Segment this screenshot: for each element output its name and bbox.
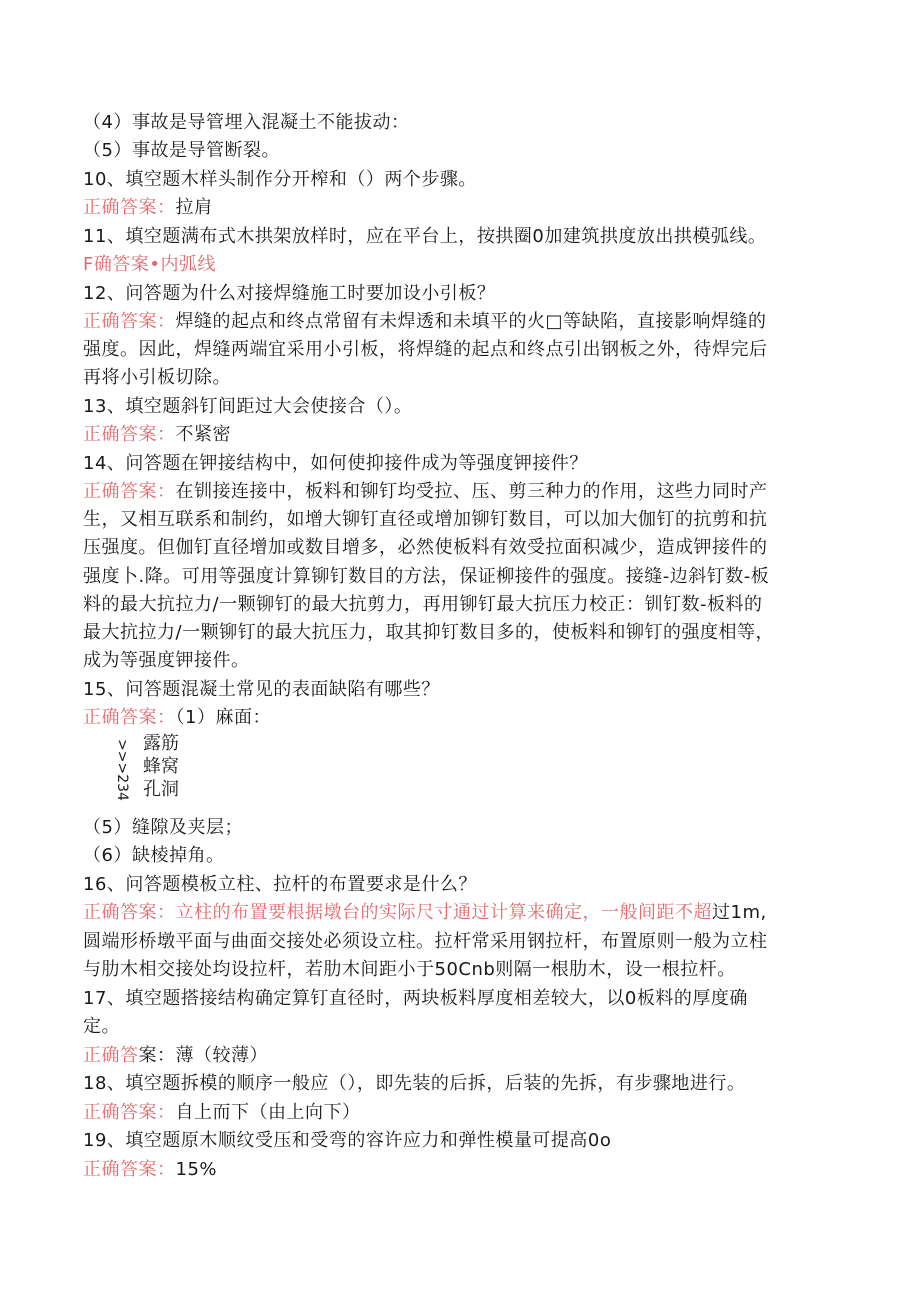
text-segment: 18、填空题拆模的顺序一般应（），即先装的后拆，后装的先拆，有步骤地进行。 [83, 1073, 746, 1094]
rotated-markers: >>>234 [114, 739, 130, 801]
text-line [83, 1129, 611, 1153]
text-line [83, 508, 768, 532]
answer-label: F确答案•内弧线 [83, 254, 216, 275]
text-segment: 自上而下（由上向下） [175, 1102, 361, 1123]
text-segment: 最大抗拉力/一颗铆钉的最大抗压力，取其抑钉数目多的，使板料和铆钉的强度相等， [83, 622, 775, 643]
text-line [83, 1072, 745, 1096]
answer-label: 正确答案：立柱的布置要根据墩台的实际尺寸通过计算来确定，一般间距不超 [83, 902, 712, 923]
defect-item: 露筋 [143, 733, 179, 754]
text-segment: 15% [175, 1159, 218, 1180]
text-line [83, 1158, 217, 1182]
text-line [83, 649, 250, 673]
text-segment: 过1m, [712, 902, 767, 923]
text-segment: 再将小引板切除。 [83, 367, 231, 388]
text-segment: 圆端形桥墩平面与曲面交接处必须设立柱。拉杆常采用钢拉杆，布置原则一般为立柱 [83, 931, 768, 952]
text-line [83, 621, 774, 645]
text-segment: 16、问答题模板立柱、拉杆的布置要求是什么？ [83, 874, 477, 895]
answer-label: 正确答案： [83, 311, 176, 332]
text-line [83, 1015, 120, 1039]
text-segment: 案：薄（较薄） [138, 1045, 268, 1066]
text-line [83, 593, 763, 617]
text-segment: 在钏接连接中，板料和铆钉均受拉、压、剪三种力的作用，这些力同时产 [175, 481, 768, 502]
text-line [83, 958, 736, 982]
text-line [83, 196, 213, 220]
text-line [83, 678, 440, 702]
answer-label: 正确答 [83, 1045, 139, 1066]
text-segment: 生，又相互联系和制约，如增大铆钉直径或增加铆钉数目，可以加大伽钉的抗剪和抗 [83, 509, 768, 530]
text-segment: 12、问答题为什么对接焊缝施工时要加设小引板？ [83, 283, 496, 304]
text-segment: 11、填空题满布式木拱架放样时，应在平台上，按拱圈0加建筑拱度放出拱模弧线。 [83, 226, 767, 247]
text-line [83, 395, 412, 419]
text-line [83, 901, 767, 925]
text-line [83, 873, 477, 897]
text-segment: 定。 [83, 1016, 120, 1037]
answer-label: 正确答案： [83, 707, 176, 728]
text-line [83, 111, 409, 135]
text-segment: 17、填空题搭接结构确定算钉直径时，两块板料厚度相差较大，以0板料的厚度确 [83, 988, 748, 1009]
answer-label: 正确答案： [83, 1159, 176, 1180]
answer-label: 正确答案： [83, 197, 176, 218]
text-line [83, 1101, 361, 1125]
text-segment: 与肋木相交接处均设拉杆，若肋木间距小于50Cnb则隔一根肋木，设一根拉杆。 [83, 959, 736, 980]
text-line [83, 1044, 268, 1068]
defect-item: 孔洞 [143, 779, 179, 800]
text-line [83, 536, 768, 560]
text-line [83, 816, 243, 840]
text-segment: 压强度。但伽钉直径增加或数目增多，必然使板料有效受拉面积减少，造成钾接件的 [83, 537, 768, 558]
text-segment: 10、填空题木样头制作分开榨和（）两个步骤。 [83, 169, 477, 190]
text-line [83, 452, 588, 476]
text-line [83, 706, 271, 730]
answer-label: 正确答案： [83, 424, 176, 445]
text-line [83, 253, 216, 277]
text-segment: 13、填空题斜钉间距过大会使接合（）。 [83, 396, 413, 417]
text-segment: 成为等强度钾接件。 [83, 650, 250, 671]
defect-item: 蜂窝 [143, 756, 179, 777]
text-line [83, 480, 768, 504]
text-segment: 料的最大抗拉力/一颗铆钉的最大抗剪力，再用铆钉最大抗压力校正：钏钉数-板料的 [83, 594, 763, 615]
answer-label: 正确答案： [83, 481, 176, 502]
text-line [83, 366, 231, 390]
text-segment: 14、问答题在钾接结构中，如何使抑接件成为等强度钾接件？ [83, 453, 588, 474]
text-line [83, 225, 766, 249]
text-segment: 焊缝的起点和终点常留有未焊透和未填平的火□等缺陷，直接影响焊缝的 [175, 311, 767, 332]
text-segment: 19、填空题原木顺纹受压和受弯的容许应力和弹性模量可提高0o [83, 1130, 612, 1151]
text-segment: （5）缝隙及夹层； [83, 817, 243, 838]
text-line [83, 139, 280, 163]
text-line [83, 282, 495, 306]
text-segment: （4）事故是导管埋入混凝土不能拔动： [83, 112, 410, 133]
text-segment: 强度卜.降。可用等强度计算铆钉数目的方法，保证柳接件的强度。接缝-边斜钉数-板 [83, 566, 770, 587]
answer-label: 正确答案： [83, 1102, 176, 1123]
text-segment: 拉肩 [175, 197, 213, 218]
text-line [83, 423, 231, 447]
text-segment: （1）麻面： [175, 707, 271, 728]
text-segment: 15、问答题混凝土常见的表面缺陷有哪些？ [83, 679, 440, 700]
text-line [83, 930, 768, 954]
text-line [83, 565, 769, 589]
text-line [83, 844, 224, 868]
text-segment: 强度。因此，焊缝两端宜采用小引板，将焊缝的起点和终点引出钢板之外，待焊完后 [83, 339, 768, 360]
text-segment: （6）缺棱掉角。 [83, 845, 225, 866]
text-segment: （5）事故是导管断裂。 [83, 140, 280, 161]
defect-list [115, 733, 195, 803]
text-line [83, 338, 768, 362]
text-line [83, 987, 748, 1011]
text-line [83, 310, 767, 334]
text-segment: 不紧密 [175, 424, 231, 445]
text-line [83, 168, 477, 192]
